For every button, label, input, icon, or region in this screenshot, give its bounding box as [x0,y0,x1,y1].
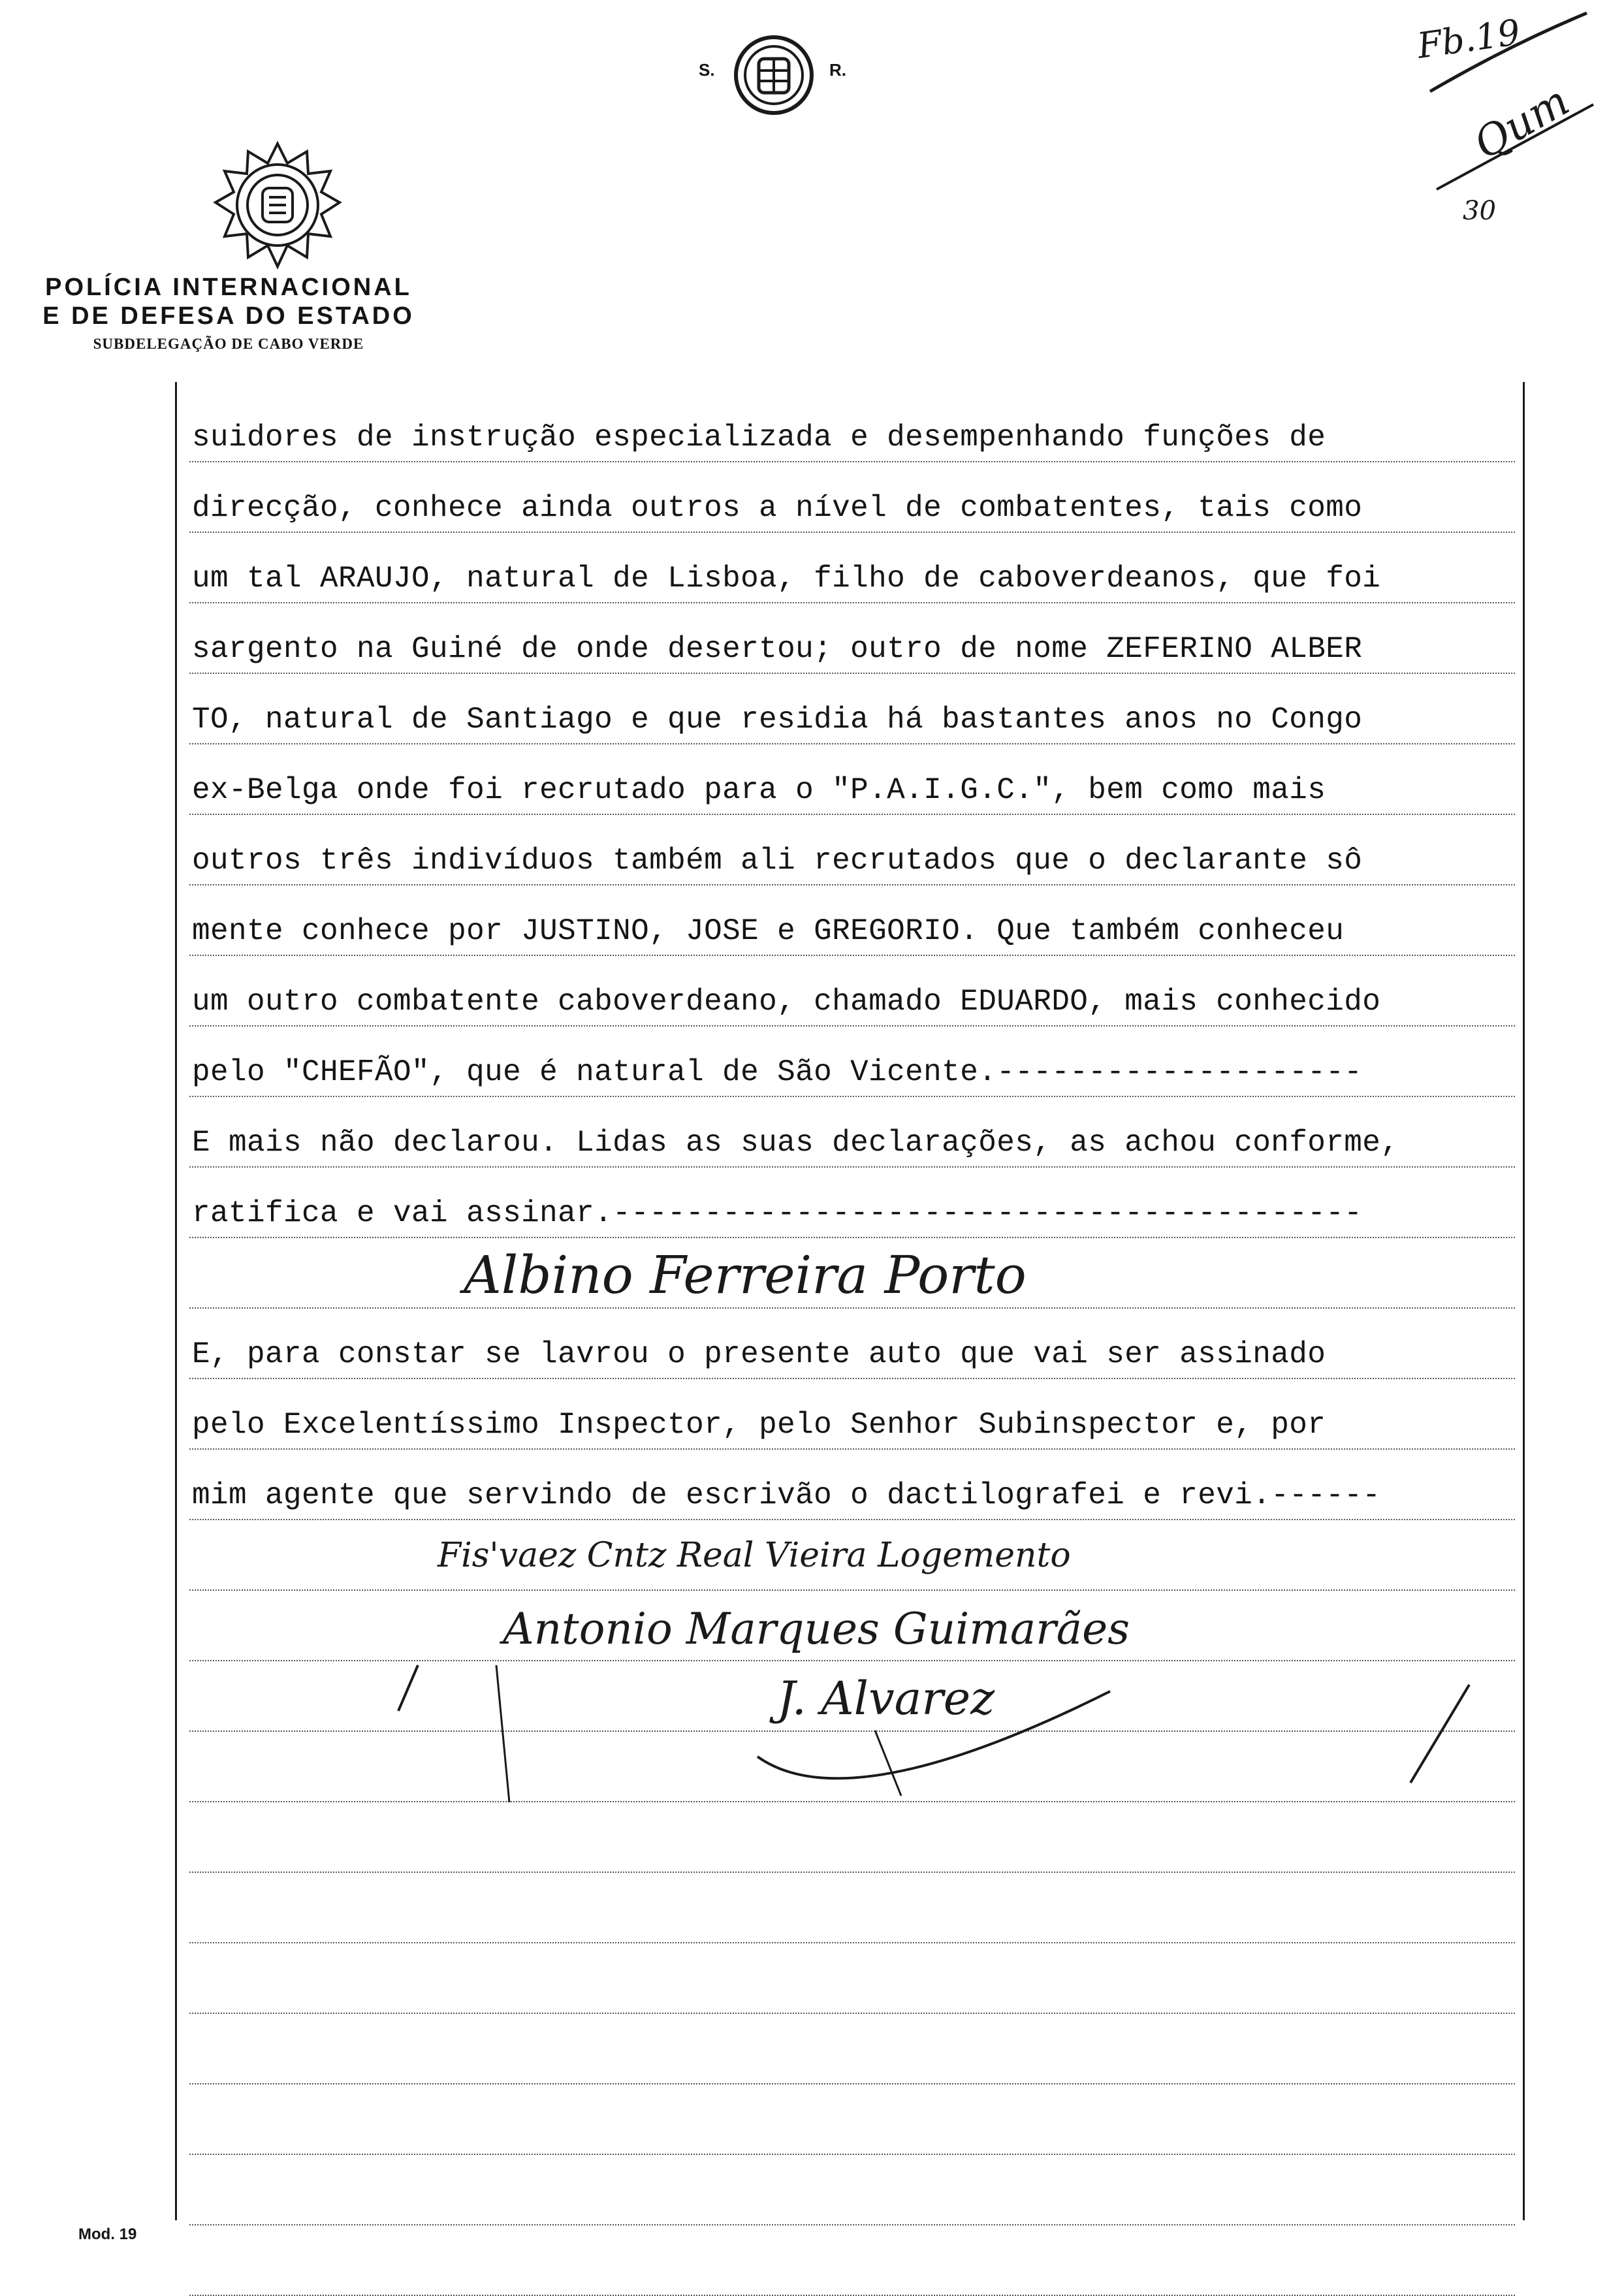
body-line: outros três indivíduos também ali recrutados que o declarante sô [189,815,1515,885]
inspector-signature: Fis'vaez Cntz Real Vieira Logemento [438,1536,1071,1575]
body-line: mente conhece por JUSTINO, JOSE e GREGORIO. Que também conheceu [189,885,1515,956]
form-code: Mod. 19 [78,2225,137,2243]
initials-handwritten: Qum [1465,76,1578,170]
sr-right-label: R. [829,60,846,80]
organization-name-line2: E DE DEFESA DO ESTADO [42,302,415,330]
blank-line [189,2225,1515,2296]
blank-line [189,2155,1515,2225]
subinspector-signature: Antonio Marques Guimarães [503,1604,1130,1654]
body-line: um outro combatente caboverdeano, chamado EDUARDO, mais conhecido [189,956,1515,1027]
sr-left-label: S. [699,60,715,80]
body-line: ex-Belga onde foi recrutado para o "P.A.I.G.C.", bem como mais [189,744,1515,815]
state-seal-icon [731,33,816,118]
blank-line [189,1943,1515,2014]
body-line: ratifica e vai assinar.----------------------------------------- [189,1168,1515,1238]
signature-flourish-strokes [392,1587,1502,1953]
subdelegation-name: SUBDELEGAÇÃO DE CABO VERDE [93,336,364,352]
page-number-handwritten: 30 [1463,196,1496,226]
pide-emblem-icon [209,137,346,274]
blank-line [189,2014,1515,2084]
page-reference-handwritten: Fb.19 [1414,11,1523,67]
typed-lines [189,392,1515,2296]
closing-line: pelo Excelentíssimo Inspector, pelo Senhor Subinspector e, por [189,1379,1515,1450]
closing-line: E, para constar se lavrou o presente auto que vai ser assinado [189,1309,1515,1379]
declarant-signature-line [189,1238,1515,1309]
body-line: suidores de instrução especializada e desempenhando funções de [189,392,1515,462]
body-line: direcção, conhece ainda outros a nível de combatentes, tais como [189,462,1515,533]
body-line: um tal ARAUJO, natural de Lisboa, filho de caboverdeanos, que foi [189,533,1515,603]
left-margin-rule [175,382,177,2220]
declarant-signature: Albino Ferreira Porto [464,1245,1027,1305]
organization-name [0,273,457,330]
organization-name-line1: POLÍCIA INTERNACIONAL [45,274,412,301]
official-signature-line [189,1520,1515,1591]
body-line: pelo "CHEFÃO", que é natural de São Vicente.-------------------- [189,1027,1515,1097]
agent-signature: J. Alvarez [777,1672,995,1725]
blank-line [189,2084,1515,2155]
body-line: E mais não declarou. Lidas as suas declarações, as achou conforme, [189,1097,1515,1168]
body-line: TO, natural de Santiago e que residia há bastantes anos no Congo [189,674,1515,744]
right-margin-rule [1523,382,1525,2220]
body-line: sargento na Guiné de onde desertou; outro de nome ZEFERINO ALBER [189,603,1515,674]
closing-line: mim agente que servindo de escrivão o dactilografei e revi.------ [189,1450,1515,1520]
